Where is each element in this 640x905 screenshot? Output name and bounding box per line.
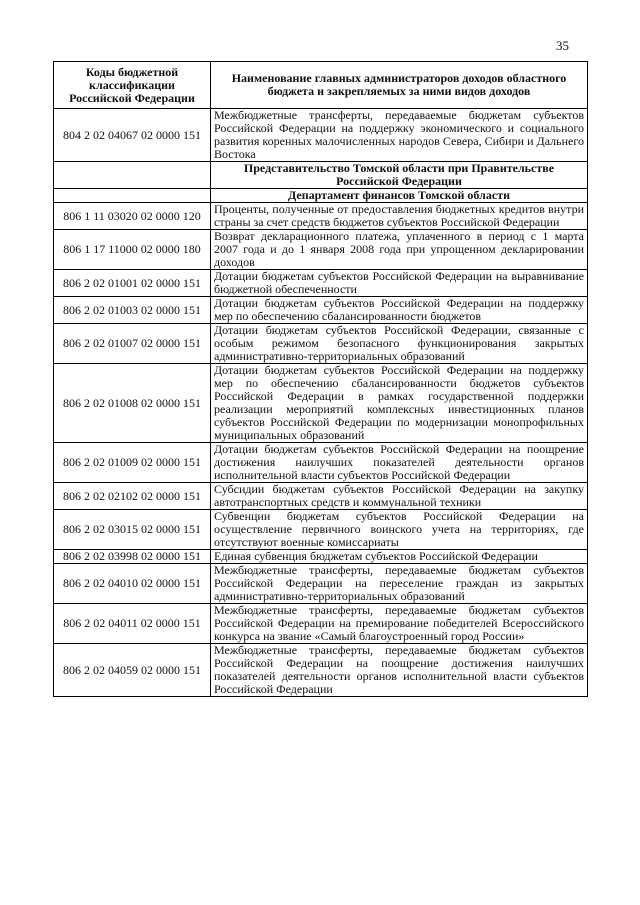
table-row [54,564,588,604]
section-code-empty [54,162,211,189]
budget-classification-table [53,61,588,697]
revenue-name: Дотации бюджетам субъектов Российской Федерации на поддержку мер по обеспечению сбалансированности бюджетов [211,297,588,324]
revenue-name: Дотации бюджетам субъектов Российской Федерации на выравнивание бюджетной обеспеченности [211,270,588,297]
budget-code: 806 2 02 02102 02 0000 151 [54,483,211,510]
budget-code: 806 2 02 03998 02 0000 151 [54,550,211,564]
table-row [54,270,588,297]
revenue-name: Проценты, полученные от предоставления бюджетных кредитов внутри страны за счет средств бюджетов субъектов Российской Федерации [211,203,588,230]
budget-code: 806 2 02 04011 02 0000 151 [54,604,211,644]
table-row [54,483,588,510]
page-number: 35 [556,38,569,53]
table-row [54,644,588,697]
budget-code: 806 1 11 03020 02 0000 120 [54,203,211,230]
table-row [54,364,588,443]
budget-code: 806 2 02 03015 02 0000 151 [54,510,211,550]
budget-code: 806 2 02 01009 02 0000 151 [54,443,211,483]
table-body [54,109,588,697]
table-row [54,550,588,564]
section-title: Департамент финансов Томской области [211,189,588,203]
table-row [54,203,588,230]
revenue-name: Возврат декларационного платежа, уплаченного в период с 1 марта 2007 года и до 1 января 2008 года при упрощенном декларировании доходов [211,230,588,270]
header-codes: Коды бюджетной классификации Российской Федерации [54,62,211,109]
revenue-name: Субсидии бюджетам субъектов Российской Федерации на закупку автотранспортных средств и коммунальной техники [211,483,588,510]
revenue-name: Дотации бюджетам субъектов Российской Федерации, связанные с особым режимом безопасного функционирования закрытых административно-территориальных образований [211,324,588,364]
section-code-empty [54,189,211,203]
section-row [54,162,588,189]
table-row [54,604,588,644]
table-row [54,297,588,324]
table-row [54,443,588,483]
budget-code: 806 2 02 01008 02 0000 151 [54,364,211,443]
revenue-name: Субвенции бюджетам субъектов Российской Федерации на осуществление первичного воинского учета на территориях, где отсутствуют военные комиссариаты [211,510,588,550]
table-row [54,510,588,550]
table-row [54,324,588,364]
revenue-name: Межбюджетные трансферты, передаваемые бюджетам субъектов Российской Федерации на поддержку экономического и социального развития коренных малочисленных народов Севера, Сибири и Дальнего Востока [211,109,588,162]
revenue-name: Межбюджетные трансферты, передаваемые бюджетам субъектов Российской Федерации на премирование победителей Всероссийского конкурса на звание «Самый благоустроенный город России» [211,604,588,644]
revenue-name: Межбюджетные трансферты, передаваемые бюджетам субъектов Российской Федерации на переселение граждан из закрытых административно-территориальных образований [211,564,588,604]
revenue-name: Единая субвенция бюджетам субъектов Российской Федерации [211,550,588,564]
revenue-name: Межбюджетные трансферты, передаваемые бюджетам субъектов Российской Федерации на поощрение достижения наилучших показателей деятельности органов исполнительной власти субъектов Российской Федерации [211,644,588,697]
table-row [54,230,588,270]
budget-code: 806 1 17 11000 02 0000 180 [54,230,211,270]
budget-code: 806 2 02 04059 02 0000 151 [54,644,211,697]
table-header-row [54,62,588,109]
header-names: Наименование главных администраторов доходов областного бюджета и закрепляемых за ними видов доходов [211,62,588,109]
budget-code: 806 2 02 01007 02 0000 151 [54,324,211,364]
section-row [54,189,588,203]
budget-code: 804 2 02 04067 02 0000 151 [54,109,211,162]
budget-code: 806 2 02 04010 02 0000 151 [54,564,211,604]
revenue-name: Дотации бюджетам субъектов Российской Федерации на поощрение достижения наилучших показателей деятельности органов исполнительной власти субъектов Российской Федерации [211,443,588,483]
table-row [54,109,588,162]
budget-code: 806 2 02 01003 02 0000 151 [54,297,211,324]
revenue-name: Дотации бюджетам субъектов Российской Федерации на поддержку мер по обеспечению сбалансированности бюджетов субъектов Российской Федерации в рамках государственной поддержки реализации мероприятий комплексных инвестиционных планов субъектов Российской Федерации по модернизации монопрофильных муниципальных образований [211,364,588,443]
section-title: Представительство Томской области при Правительстве Российской Федерации [211,162,588,189]
budget-code: 806 2 02 01001 02 0000 151 [54,270,211,297]
